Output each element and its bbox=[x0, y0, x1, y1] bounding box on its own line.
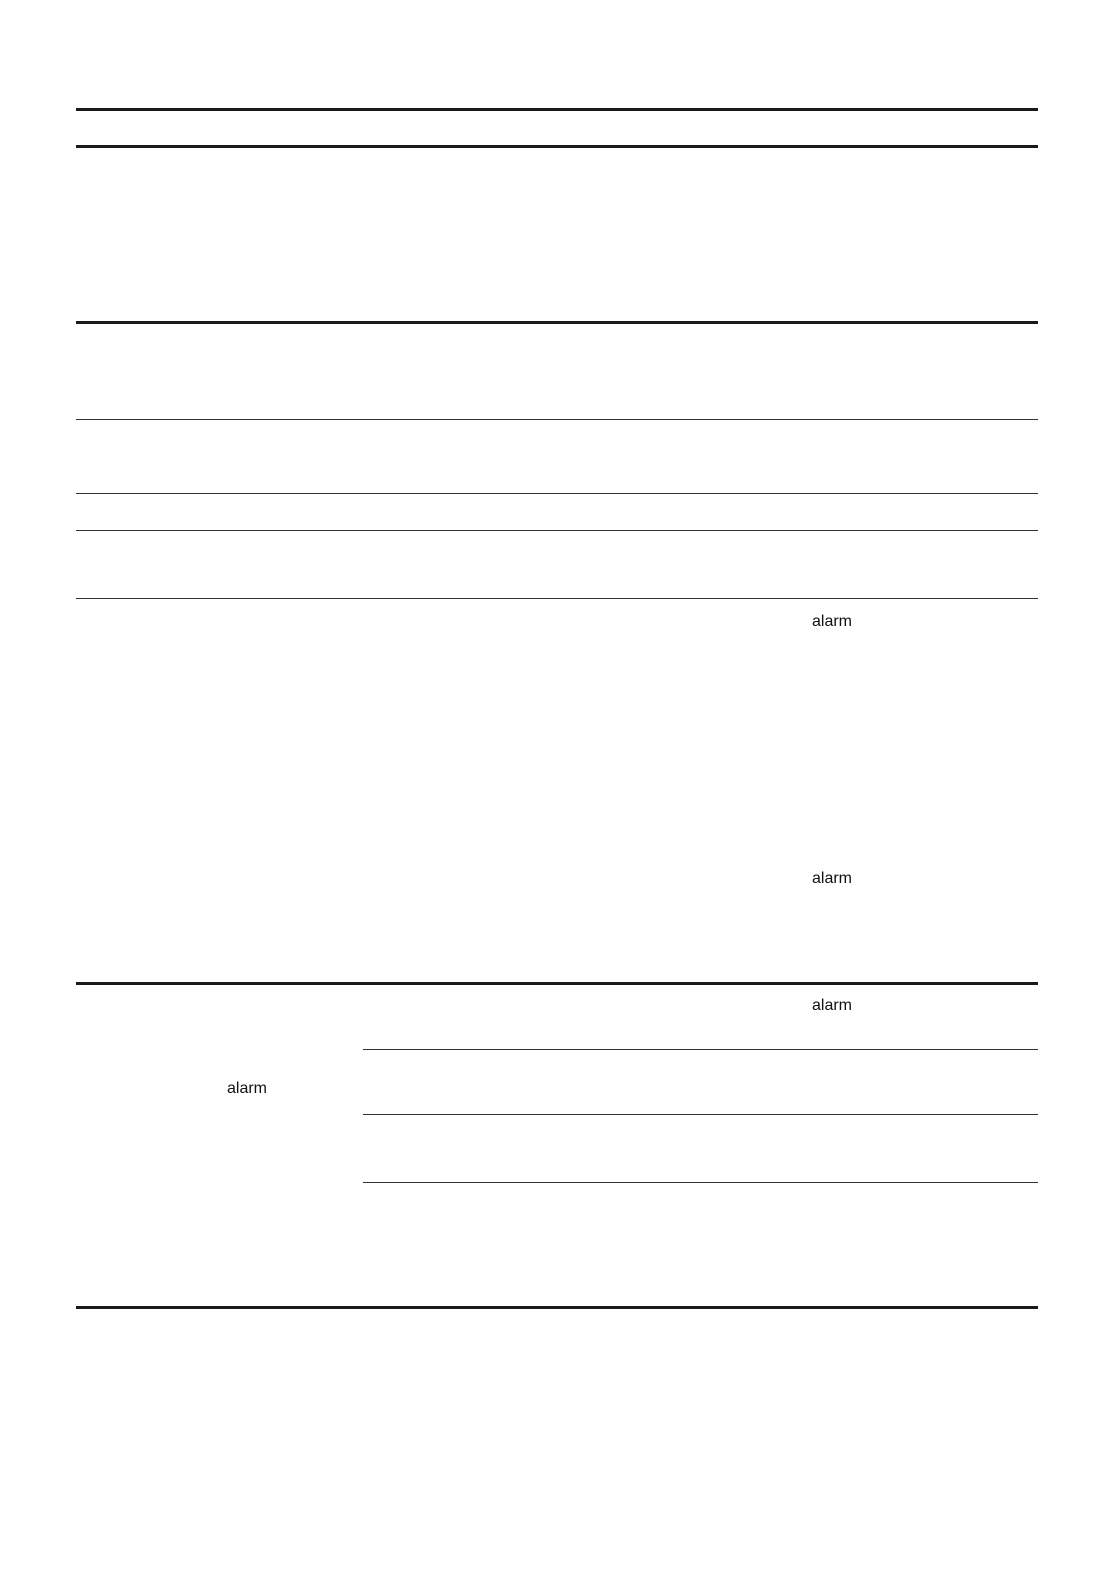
header-bottom-rule bbox=[76, 145, 1038, 148]
row-2-bottom-rule bbox=[76, 419, 1038, 420]
table-top-rule bbox=[76, 108, 1038, 111]
subrow-2-bottom-rule bbox=[363, 1114, 1038, 1115]
subrow-3-bottom-rule bbox=[363, 1182, 1038, 1183]
row-3-bottom-rule bbox=[76, 493, 1038, 494]
row-1-bottom-rule bbox=[76, 321, 1038, 324]
row-6-bottom-rule bbox=[76, 982, 1038, 985]
table-bottom-rule bbox=[76, 1306, 1038, 1309]
table-cell-text: alarm bbox=[812, 613, 853, 630]
table-cell-text: alarm bbox=[812, 870, 853, 887]
row-4-bottom-rule bbox=[76, 530, 1038, 531]
subrow-1-bottom-rule bbox=[363, 1049, 1038, 1050]
table-cell-text: alarm bbox=[227, 1080, 268, 1097]
table-cell-text: alarm bbox=[812, 997, 853, 1014]
row-5-bottom-rule bbox=[76, 598, 1038, 599]
